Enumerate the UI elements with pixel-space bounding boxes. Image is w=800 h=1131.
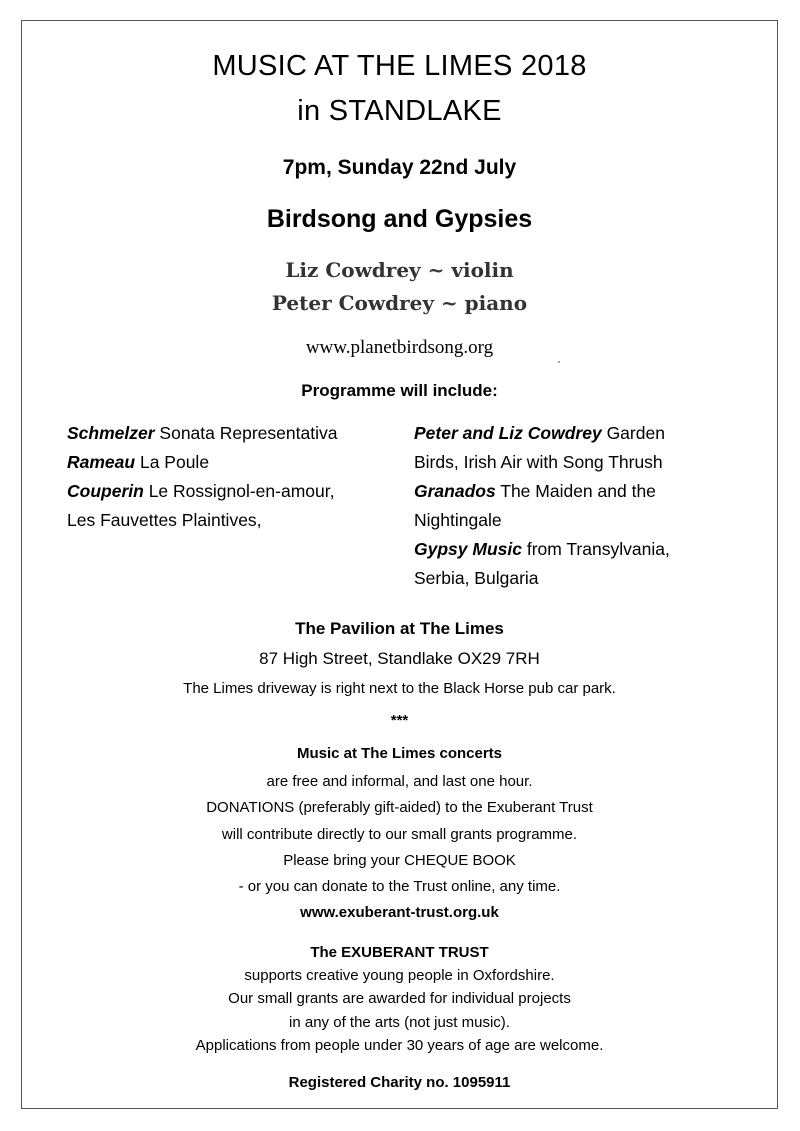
work: Nightingale <box>414 510 502 530</box>
composer: Rameau <box>67 452 136 472</box>
programme-item <box>414 564 754 593</box>
title-line-2: in STANDLAKE <box>297 95 502 127</box>
work: Birds, Irish Air with Song Thrush <box>414 452 663 472</box>
trust-line: in any of the arts (not just music). <box>289 1014 510 1031</box>
programme-item <box>414 419 754 448</box>
concert-datetime: 7pm, Sunday 22nd July <box>282 156 517 179</box>
concerts-line: Please bring your CHEQUE BOOK <box>283 852 516 869</box>
venue-address: 87 High Street, Standlake OX29 7RH <box>259 649 540 668</box>
concert-title: Birdsong and Gypsies <box>266 205 533 233</box>
trust-line: Applications from people under 30 years of age are welcome. <box>195 1037 604 1054</box>
work: The Maiden and the <box>500 481 656 501</box>
composer: Granados <box>414 481 496 501</box>
work: Serbia, Bulgaria <box>414 568 539 588</box>
work: Garden <box>606 423 665 443</box>
concerts-line: DONATIONS (preferably gift-aided) to the Exuberant Trust <box>206 799 593 816</box>
composer: Peter and Liz Cowdrey <box>414 423 602 443</box>
concerts-line: are free and informal, and last one hour. <box>266 773 533 790</box>
trust-line: Our small grants are awarded for individual projects <box>228 990 571 1007</box>
programme-item <box>67 448 397 477</box>
trust-url: www.exuberant-trust.org.uk <box>300 904 499 921</box>
venue-directions: The Limes driveway is right next to the Black Horse pub car park. <box>183 680 616 697</box>
concerts-line: will contribute directly to our small grants programme. <box>221 826 578 843</box>
title-line-1: MUSIC AT THE LIMES 2018 <box>212 50 587 82</box>
work: from Transylvania, <box>526 539 670 559</box>
programme-item <box>67 506 397 535</box>
concerts-line: - or you can donate to the Trust online, any time. <box>238 878 561 895</box>
composer: Gypsy Music <box>414 539 522 559</box>
composer: Schmelzer <box>67 423 155 443</box>
work: Le Rossignol-en-amour, <box>148 481 335 501</box>
performer-website: www.planetbirdsong.org <box>305 337 494 358</box>
concerts-heading: Music at The Limes concerts <box>296 745 503 762</box>
charity-number: Registered Charity no. 1095911 <box>288 1074 511 1091</box>
trust-heading: The EXUBERANT TRUST <box>310 944 489 961</box>
performer-2: Peter Cowdrey ~ piano <box>271 291 528 315</box>
programme-left-column <box>67 419 397 535</box>
work: La Poule <box>139 452 210 472</box>
composer: Couperin <box>67 481 144 501</box>
programme-right-column <box>414 419 754 593</box>
programme-item <box>414 448 754 477</box>
programme-item <box>414 535 754 564</box>
venue-name: The Pavilion at The Limes <box>295 619 504 638</box>
work: Les Fauvettes Plaintives, <box>67 510 262 530</box>
programme-item <box>414 506 754 535</box>
programme-heading: Programme will include: <box>301 381 498 400</box>
programme-item <box>414 477 754 506</box>
programme-item <box>67 477 397 506</box>
separator: *** <box>390 712 409 729</box>
work: Sonata Representativa <box>159 423 338 443</box>
trust-line: supports creative young people in Oxfordshire. <box>244 967 555 984</box>
performer-1: Liz Cowdrey ~ violin <box>285 258 514 282</box>
stray-dot <box>558 361 560 363</box>
programme-item <box>67 419 397 448</box>
